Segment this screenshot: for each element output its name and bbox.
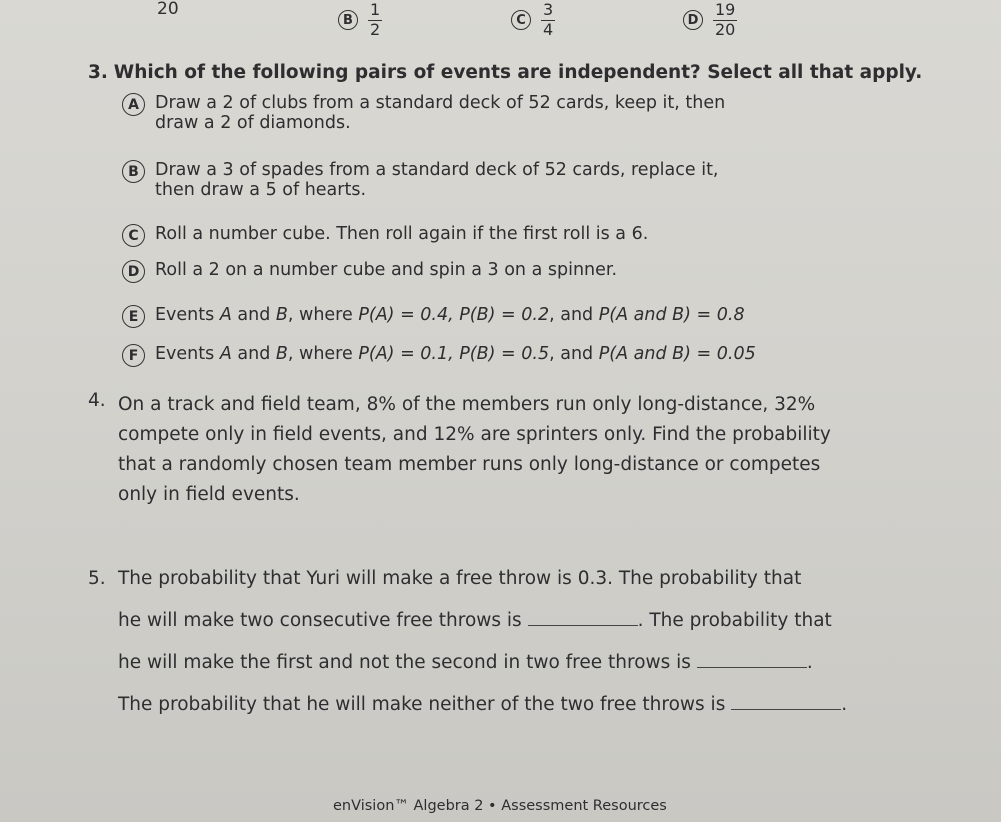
blank-neither-throw[interactable] (731, 709, 841, 710)
question-5-line-2: he will make two consecutive free throws is . The probability that (118, 610, 832, 631)
option-e[interactable] (122, 305, 882, 331)
question-3-text: Which of the following pairs of events are independent? Select all that apply. (113, 62, 923, 83)
choice-b-fraction: $\frac{1}{2}$ (370, 0, 381, 39)
page-footer: enVision™ Algebra 2 • Assessment Resources (333, 798, 667, 814)
question-3-number: 3. (88, 62, 108, 83)
choice-d-marker: D (683, 10, 703, 30)
option-c-marker: C (122, 224, 145, 247)
option-d-text: Roll a 2 on a number cube and spin a 3 on a spinner. (155, 260, 618, 280)
question-5-line-3: he will make the first and not the second in two free throws is . (118, 652, 813, 673)
option-c[interactable] (122, 224, 842, 250)
option-e-text: Events A and B, where P(A) = 0.4, P(B) = 0.2, and P(A and B) = 0.8 (155, 305, 745, 325)
question-4-text: On a track and field team, 8% of the members run only long-distance, 32% compete only in field events, and 12% are sprinters only. Find the probability that a randomly chosen team member runs only long-distance or competes only in field events. (118, 394, 831, 505)
answer-choice-d[interactable] (683, 2, 737, 39)
option-f-marker: F (122, 344, 145, 367)
choice-c-fraction: $\frac{3}{4}$ (543, 0, 554, 39)
option-f-text: Events A and B, where P(A) = 0.1, P(B) = 0.5, and P(A and B) = 0.05 (155, 344, 756, 364)
option-b-marker: B (122, 160, 145, 183)
choice-c-marker: C (511, 10, 531, 30)
question-5-number: 5. (88, 568, 106, 589)
option-c-text: Roll a number cube. Then roll again if the first roll is a 6. (155, 224, 649, 244)
option-d[interactable] (122, 260, 842, 286)
choice-b-marker: B (338, 10, 358, 30)
option-e-marker: E (122, 305, 145, 328)
answer-choice-c[interactable] (511, 2, 555, 39)
question-3 (88, 62, 922, 83)
blank-two-throws[interactable] (528, 625, 638, 626)
option-b-text: Draw a 3 of spades from a standard deck of 52 cards, replace it, then draw a 5 of hearts. (155, 160, 719, 200)
option-a-marker: A (122, 93, 145, 116)
option-a[interactable] (122, 93, 842, 143)
choice-d-fraction: $\frac{19}{20}$ (715, 0, 736, 39)
option-b[interactable] (122, 160, 842, 210)
option-f[interactable] (122, 344, 882, 370)
question-5-line-1: The probability that Yuri will make a free throw is 0.3. The probability that (118, 568, 802, 589)
blank-first-not-second[interactable] (697, 667, 807, 668)
option-a-text: Draw a 2 of clubs from a standard deck of 52 cards, keep it, then draw a 2 of diamonds. (155, 93, 726, 133)
prev-fraction-denominator: 20 (157, 0, 179, 19)
option-d-marker: D (122, 260, 145, 283)
question-4-number: 4. (88, 390, 106, 411)
answer-choice-b[interactable] (338, 2, 382, 39)
question-5-line-4: The probability that he will make neither of the two free throws is . (118, 694, 848, 715)
